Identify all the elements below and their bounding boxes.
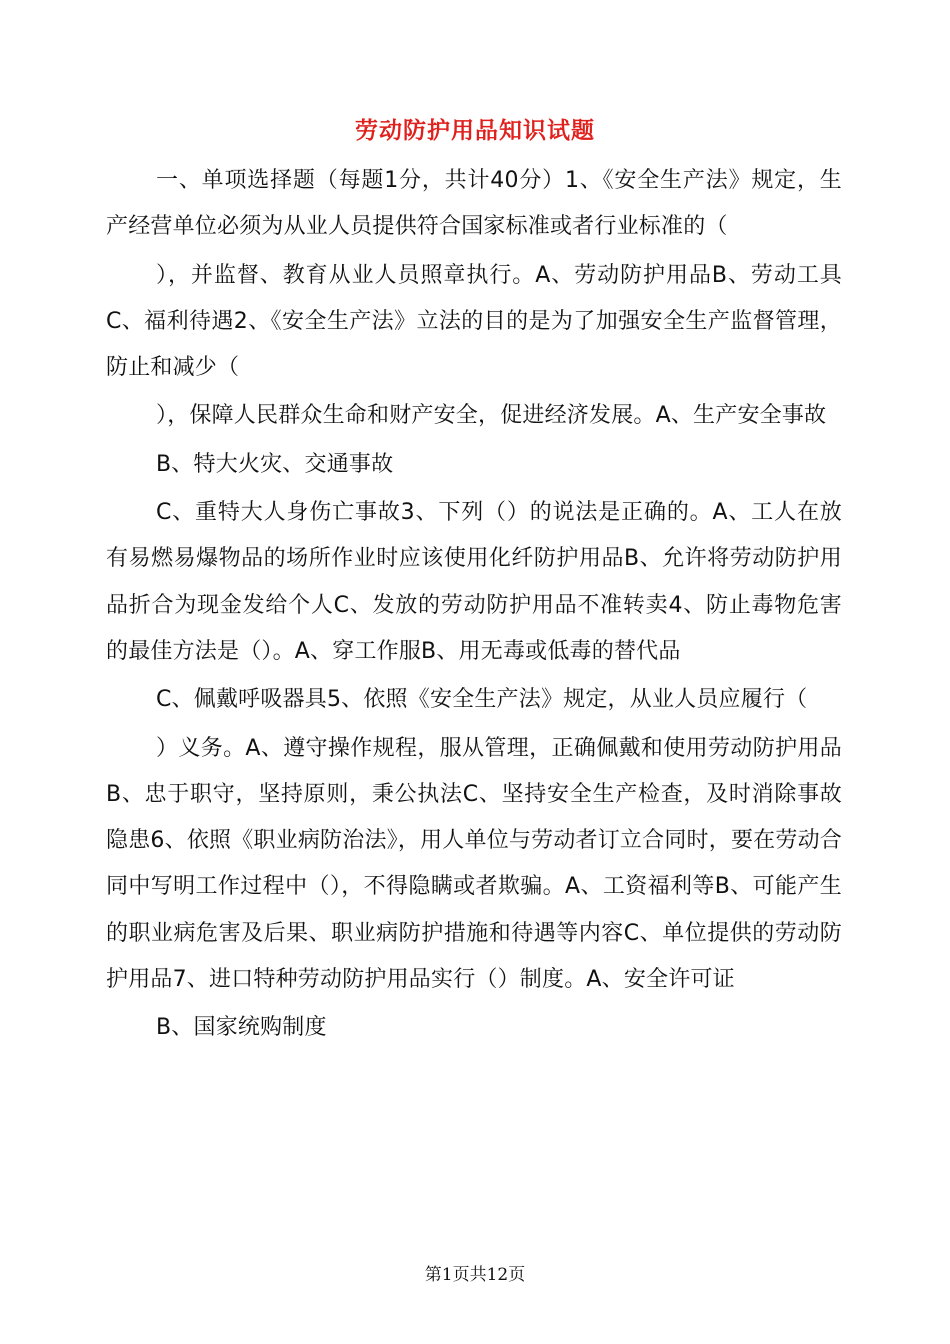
paragraph-1: 一、单项选择题（每题1分，共计40分）1、《安全生产法》规定，生产经营单位必须为从业人员提供符合国家标准或者行业标准的（ — [106, 168, 842, 240]
page-footer: 第1页共12页 — [424, 1265, 526, 1285]
paragraph-8: B、国家统购制度 — [156, 1015, 327, 1041]
paragraph-2: ），并监督、教育从业人员照章执行。A、劳动防护用品B、劳动工具C、福利待遇2、《安全生产法》立法的目的是为了加强安全生产监督管理，防止和减少（ — [106, 262, 842, 381]
document-body — [106, 158, 842, 1054]
page-title: 劳动防护用品知识试题 — [355, 118, 595, 144]
paragraph-3: ），保障人民群众生命和财产安全，促进经济发展。A、生产安全事故 — [156, 403, 827, 429]
paragraph-7: ）义务。A、遵守操作规程，服从管理，正确佩戴和使用劳动防护用品B、忠于职守，坚持原则，秉公执法C、坚持安全生产检查，及时消除事故隐患6、依照《职业病防治法》，用人单位与劳动者订立合同时，要在劳动合同中写明工作过程中（），不得隐瞒或者欺骗。A、工资福利等B、可能产生的职业病危害及后果、职业病防护措施和待遇等内容C、单位提供的劳动防护用品7、进口特种劳动防护用品实行（）制度。A、安全许可证 — [106, 735, 842, 993]
paragraph-6: C、佩戴呼吸器具5、依照《安全生产法》规定，从业人员应履行（ — [156, 687, 808, 713]
paragraph-4: B、特大火灾、交通事故 — [156, 451, 394, 477]
paragraph-5: C、重特大人身伤亡事故3、下列（）的说法是正确的。A、工人在放有易燃易爆物品的场所作业时应该使用化纤防护用品B、允许将劳动防护用品折合为现金发给个人C、发放的劳动防护用品不准转卖4、防止毒物危害的最佳方法是（）。A、穿工作服B、用无毒或低毒的替代品 — [106, 500, 842, 664]
